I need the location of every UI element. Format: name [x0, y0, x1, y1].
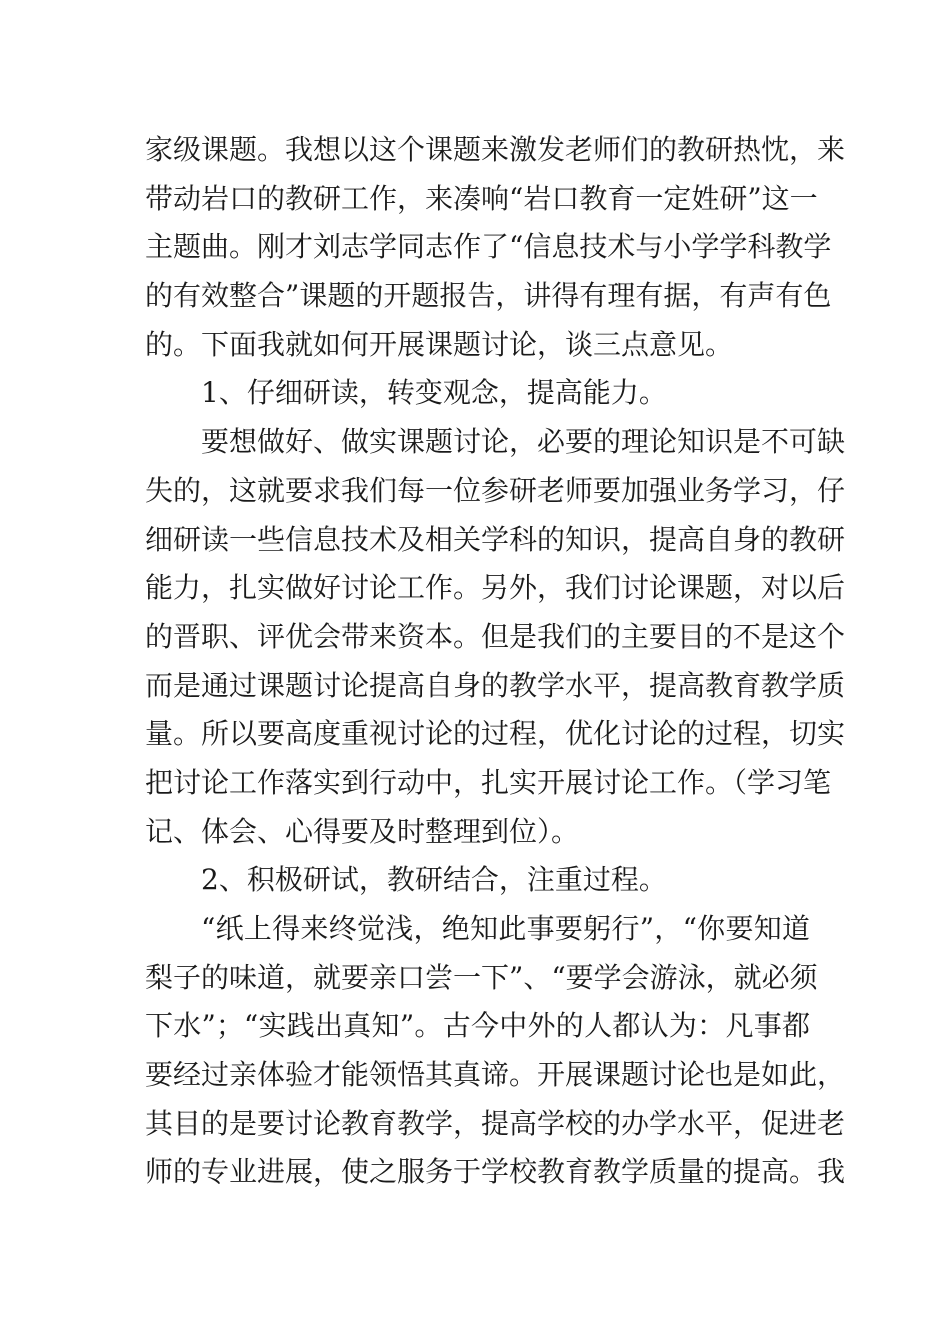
text-line: 而是通过课题讨论提高自身的教学水平，提高教育教学质: [145, 668, 846, 702]
text-line: 梨子的味道，就要亲口尝一下”、“要学会游泳，就必须: [145, 960, 818, 994]
text-line: 失的，这就要求我们每一位参研老师要加强业务学习，仔: [145, 473, 846, 507]
text-line: 把讨论工作落实到行动中，扎实开展讨论工作。（学习笔: [145, 765, 832, 799]
text-line: 主题曲。刚才刘志学同志作了“信息技术与小学学科教学: [145, 230, 832, 264]
text-line: 带动岩口的教研工作，来凑响“岩口教育一定姓研”这一: [145, 181, 818, 215]
text-line: 1、仔细研读，转变观念，提高能力。: [201, 376, 667, 410]
text-line: 其目的是要讨论教育教学，提高学校的办学水平，促进老: [145, 1106, 846, 1140]
text-line: 2、积极研试，教研结合，注重过程。: [201, 863, 667, 897]
text-line: 要经过亲体验才能领悟其真谛。开展课题讨论也是如此，: [145, 1058, 846, 1092]
text-line: 记、体会、心得要及时整理到位）。: [145, 814, 580, 848]
text-line: 的晋职、评优会带来资本。但是我们的主要目的不是这个: [145, 619, 846, 653]
text-line: 能力，扎实做好讨论工作。另外，我们讨论课题，对以后: [145, 571, 846, 605]
text-line: 家级课题。我想以这个课题来激发老师们的教研热忱，来: [145, 133, 846, 166]
text-line: 的有效整合”课题的开题报告，讲得有理有据，有声有色: [145, 279, 832, 313]
text-line: 下水”；“实践出真知”。古今中外的人都认为：凡事都: [145, 1009, 810, 1043]
text-line: 师的专业进展，使之服务于学校教育教学质量的提高。我: [145, 1155, 846, 1189]
text-line: 细研读一些信息技术及相关学科的知识，提高自身的教研: [145, 522, 846, 556]
text-line: 要想做好、做实课题讨论，必要的理论知识是不可缺: [201, 425, 846, 459]
document-body: [145, 126, 846, 1197]
text-line: 量。所以要高度重视讨论的过程，优化讨论的过程，切实: [145, 717, 846, 751]
text-line: “纸上得来终觉浅，绝知此事要躬行”，“你要知道: [201, 912, 810, 945]
text-line: 的。下面我就如何开展课题讨论，谈三点意见。: [145, 327, 734, 361]
